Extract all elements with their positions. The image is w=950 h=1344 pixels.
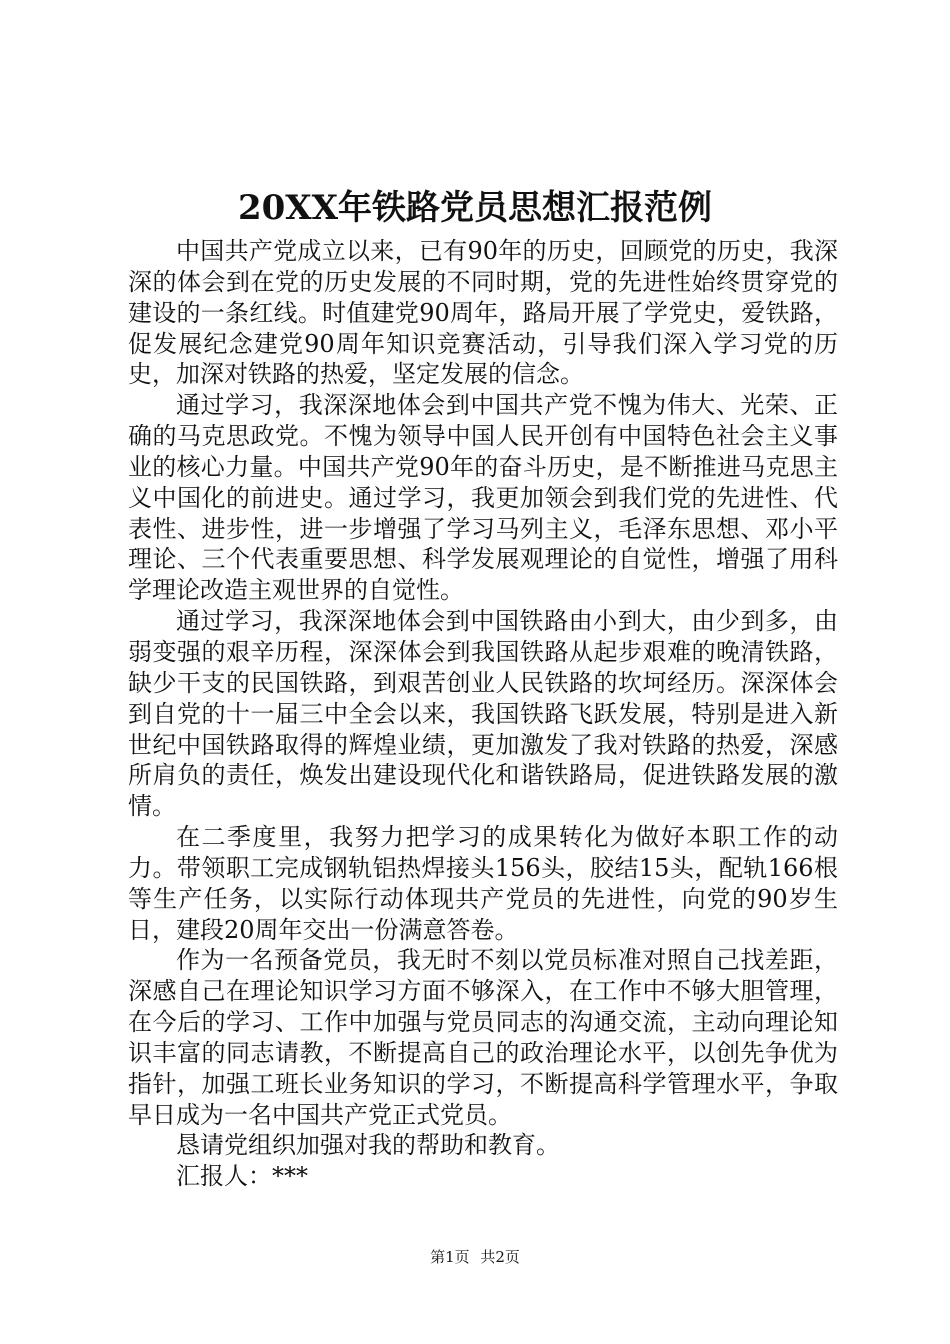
page-number-total: 共2页 [480,1248,520,1266]
paragraph-self-reflection: 作为一名预备党员，我无时不刻以党员标准对照自己找差距，深感自己在理论知识学习方面不够深入，在工作中不够大胆管理，在今后的学习、工作中加强与党员同志的沟通交流，主动向理论知识丰富的同志请教，不断提高自己的政治理论水平，以创先争优为指针，加强工班长业务知识的学习，不断提高科学管理水平，争取早日成为一名中国共产党正式党员。 [128,946,838,1129]
paragraph-history: 中国共产党成立以来，已有90年的历史，回顾党的历史，我深深的体会到在党的历史发展的不同时期，党的先进性始终贯穿党的建设的一条红线。时值建党90周年，路局开展了学党史，爱铁路，促发展纪念建党90周年知识竞赛活动，引导我们深入学习党的历史，加深对铁路的热爱，坚定发展的信念。 [128,237,838,389]
paragraph-reporter: 汇报人：*** [176,1162,308,1191]
paragraph-request: 恳请党组织加强对我的帮助和教育。 [176,1131,560,1160]
paragraph-railway-study: 通过学习，我深深地体会到中国铁路由小到大，由少到多，由弱变强的艰辛历程，深深体会到我国铁路从起步艰难的晚清铁路，缺少干支的民国铁路，到艰苦创业人民铁路的坎坷经历。深深体会到自党的十一届三中全会以来，我国铁路飞跃发展，特别是进入新世纪中国铁路取得的辉煌业绩，更加激发了我对铁路的热爱，深感所肩负的责任，焕发出建设现代化和谐铁路局，促进铁路发展的激情。 [128,607,838,821]
paragraph-party-study: 通过学习，我深深地体会到中国共产党不愧为伟大、光荣、正确的马克思政党。不愧为领导中国人民开创有中国特色社会主义事业的核心力量。中国共产党90年的奋斗历史，是不断推进马克思主义中国化的前进史。通过学习，我更加领会到我们党的先进性、代表性、进步性，进一步增强了学习马列主义，毛泽东思想、邓小平理论、三个代表重要思想、科学发展观理论的自觉性，增强了用科学理论改造主观世界的自觉性。 [128,391,838,605]
page-footer [0,1247,950,1267]
document-title: 20XX年铁路党员思想汇报范例 [237,188,713,228]
page-number-current: 第1页 [430,1248,470,1266]
document-body [128,236,838,1192]
paragraph-work-results: 在二季度里，我努力把学习的成果转化为做好本职工作的动力。带领职工完成钢轨铝热焊接头156头，胶结15头，配轨166根等生产任务，以实际行动体现共产党员的先进性，向党的90岁生日，建段20周年交出一份满意答卷。 [128,823,838,944]
